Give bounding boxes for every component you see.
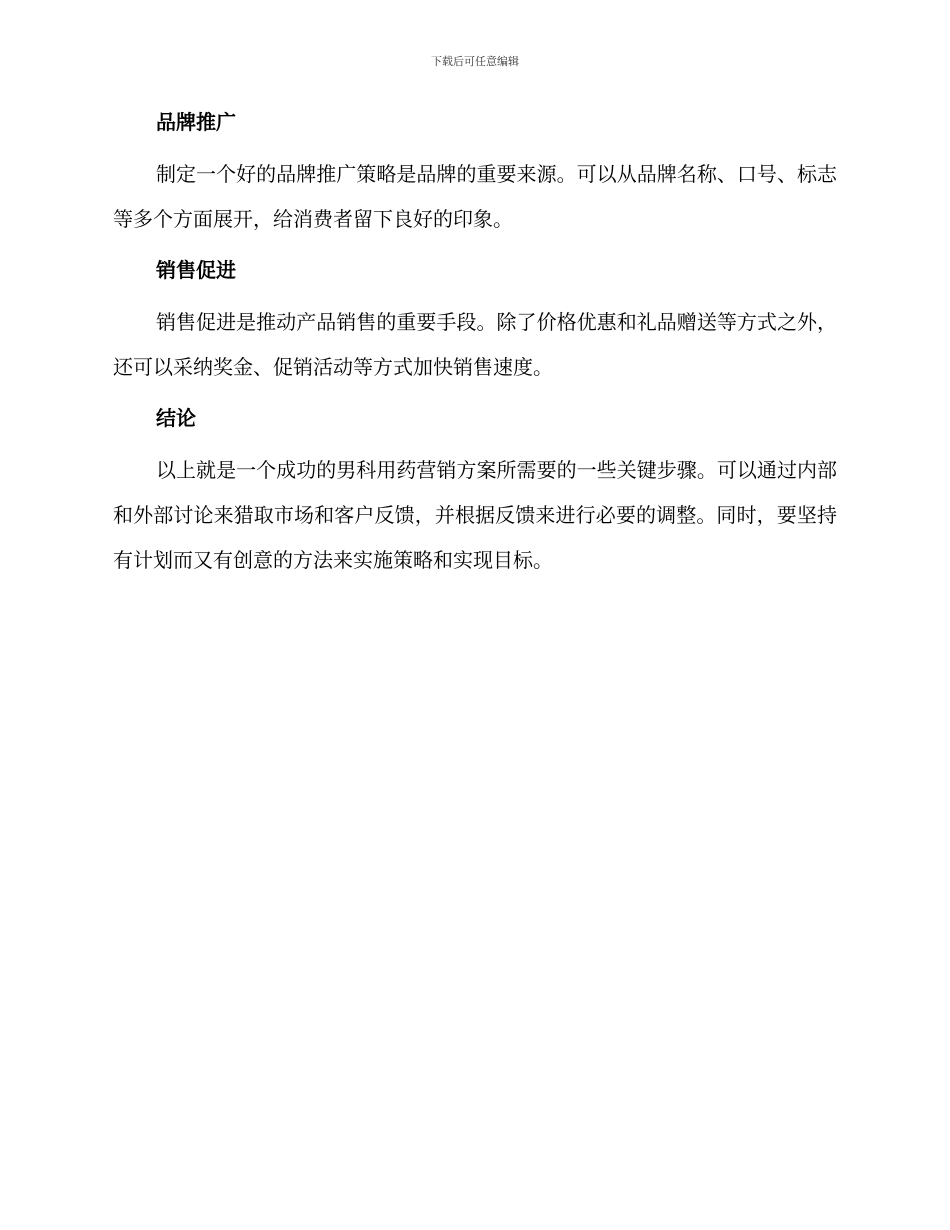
page-header-note: 下载后可任意编辑: [431, 55, 519, 68]
document-body: [113, 108, 837, 583]
section-heading-brand-promotion: 品牌推广: [156, 110, 236, 134]
section-heading-sales-promotion: 销售促进: [156, 258, 236, 282]
section-paragraph-sales-promotion: 销售促进是推动产品销售的重要手段。除了价格优惠和礼品赠送等方式之外，还可以采纳奖金、促销活动等方式加快销售速度。: [113, 310, 837, 379]
section-paragraph-brand-promotion: 制定一个好的品牌推广策略是品牌的重要来源。可以从品牌名称、口号、标志等多个方面展开，给消费者留下良好的印象。: [113, 162, 837, 231]
section-paragraph-conclusion: 以上就是一个成功的男科用药营销方案所需要的一些关键步骤。可以通过内部和外部讨论来猎取市场和客户反馈，并根据反馈来进行必要的调整。同时，要坚持有计划而又有创意的方法来实施策略和实现目标。: [113, 458, 837, 572]
section-heading-conclusion: 结论: [156, 406, 196, 430]
